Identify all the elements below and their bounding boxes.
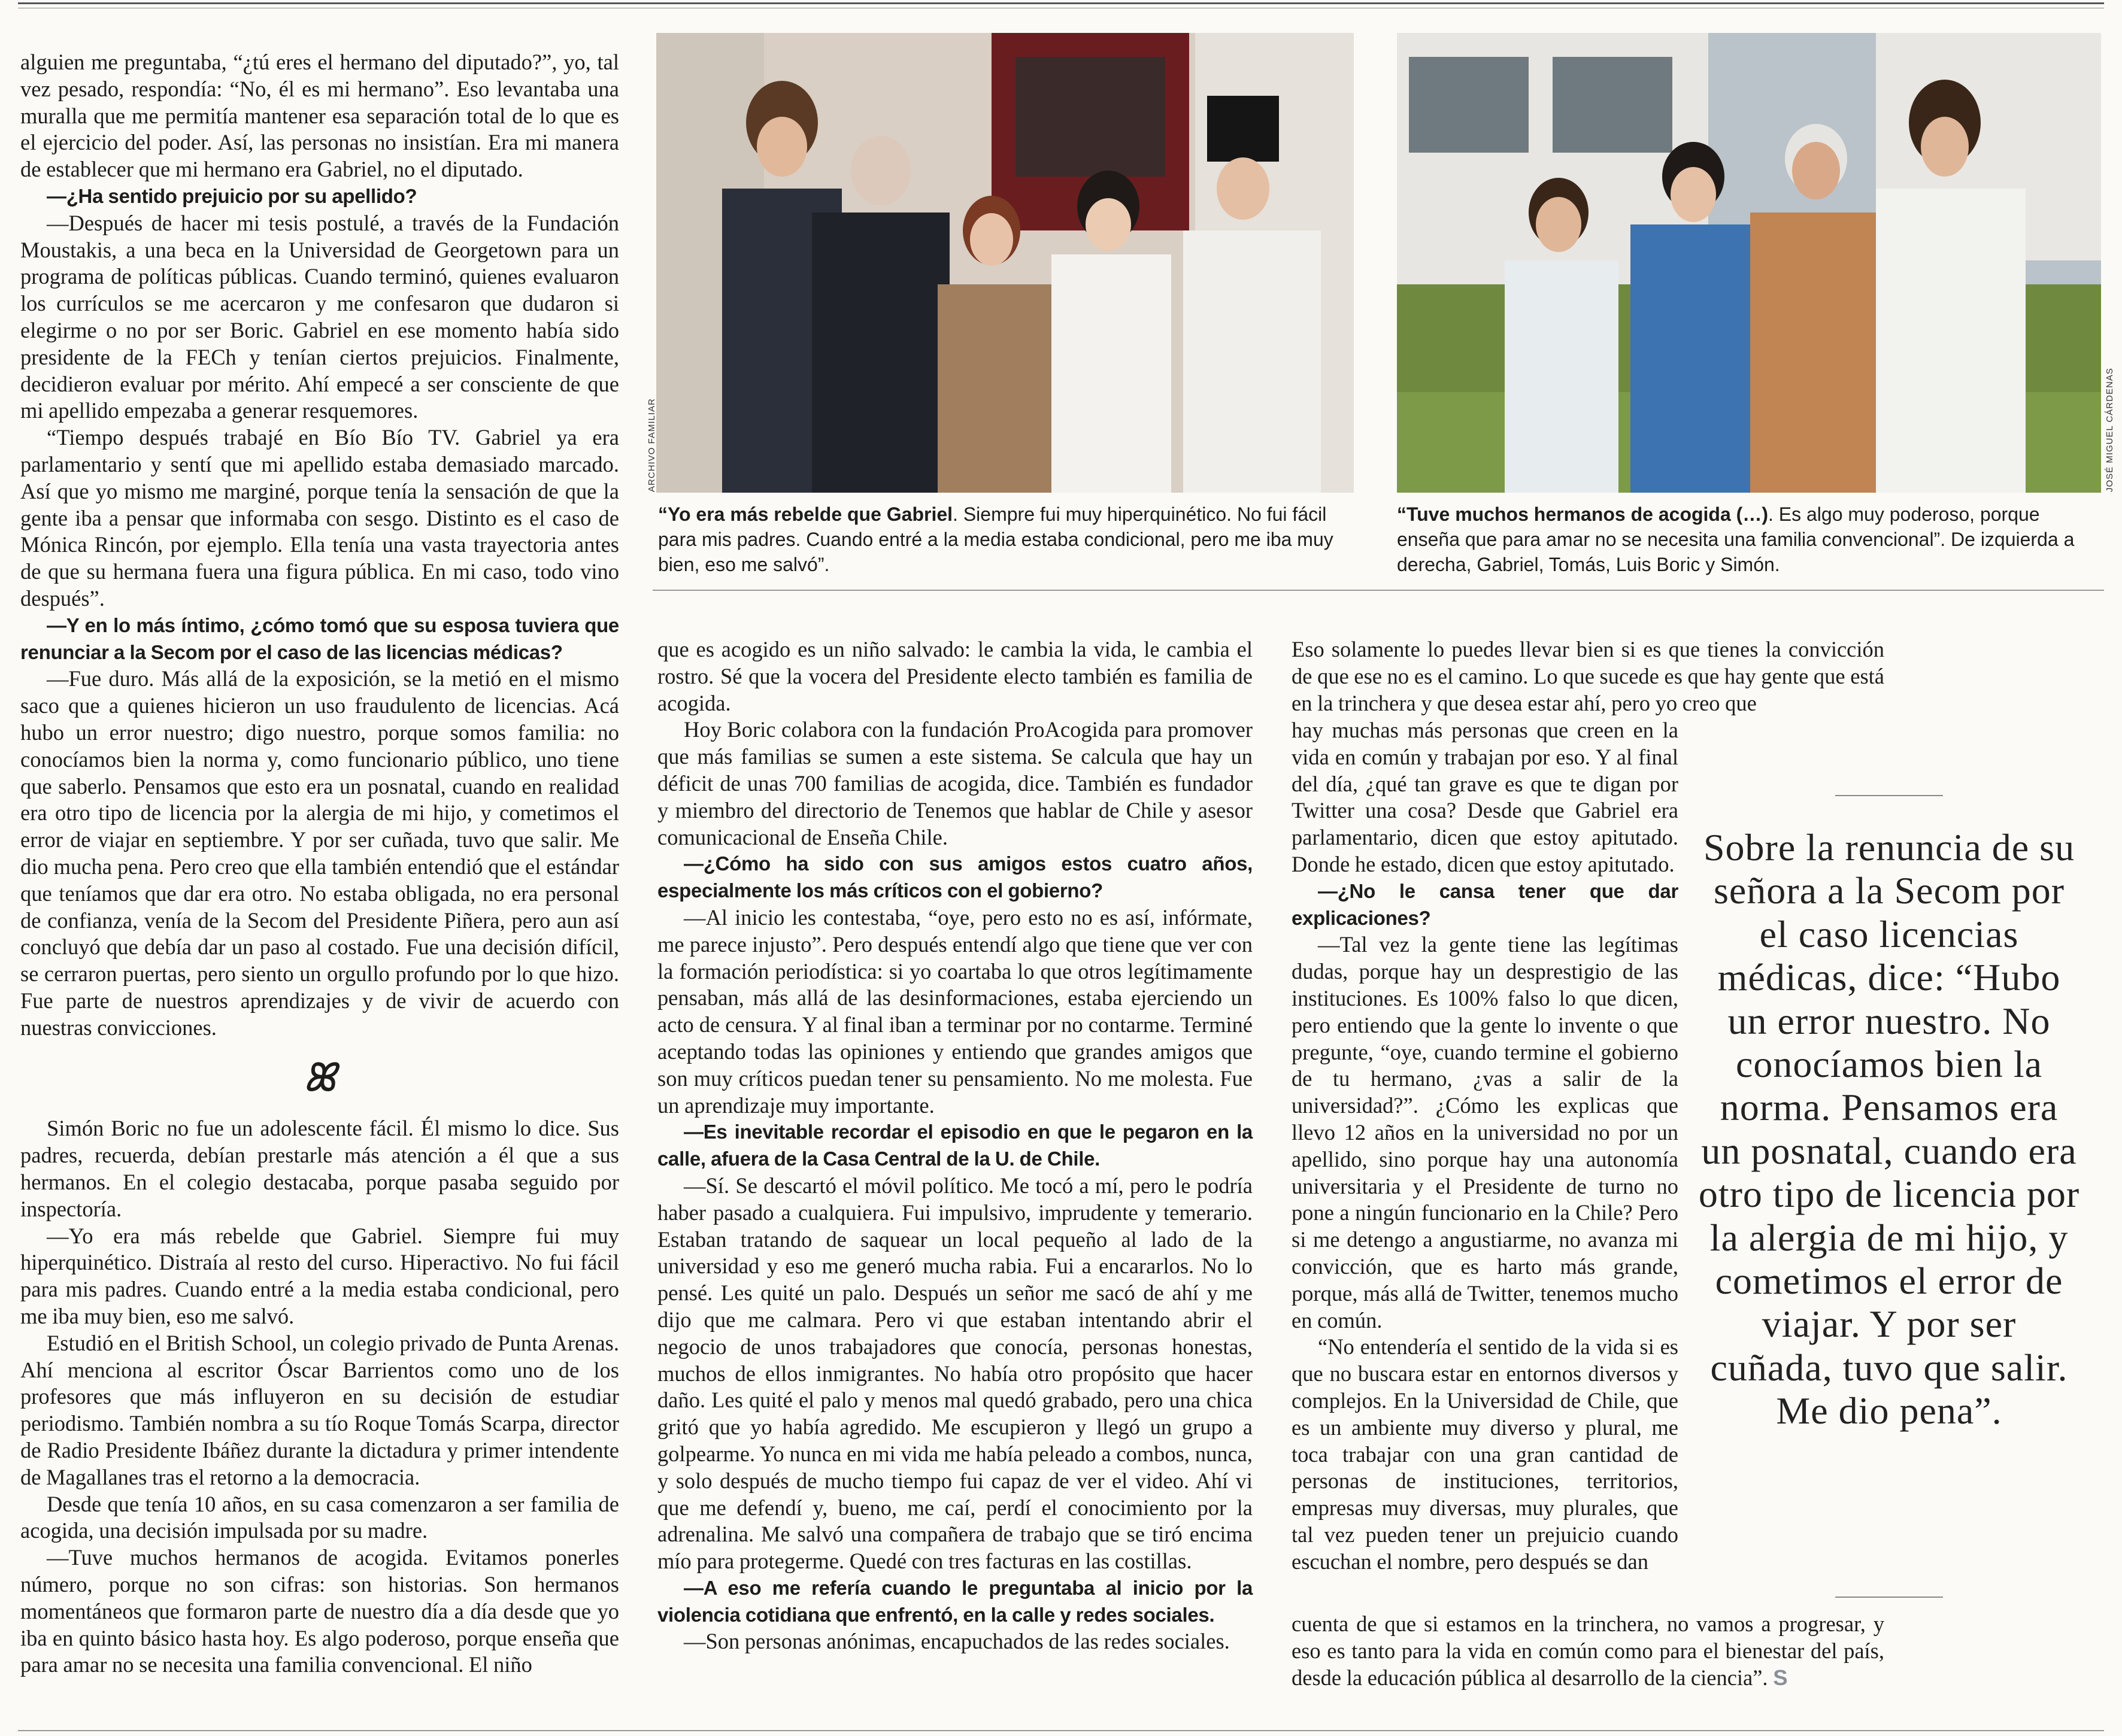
interview-question: —A eso me refería cuando le preguntaba al inicio por la violencia cotidiana que enfrentó, en la calle y redes sociales. [657, 1576, 1253, 1626]
paragraph: —Tal vez la gente tiene las legítimas dudas, porque hay un desprestigio de las instituciones. Es 100% falso lo que dicen, pero entiendo que la gente lo invente o que pregunte, “oye, cuando termine el gobierno de tu hermano, ¿vas a salir de la universidad?”. ¿Cómo les explicas que llevo 12 años en la universidad no por un apellido, sino porque hay una autonomía universitaria y el Presidente de turno no pone a ningún funcionario en la Chile? Pero si me detengo a angustiarme, no avanza mi convicción, que es harto más grande, porque, más allá de Twitter, tenemos mucho en común. [1292, 932, 1678, 1333]
paragraph: Eso solamente lo puedes llevar bien si es que tienes la convicción de que ese no es el camino. Lo que sucede es que hay gente que está en la trinchera y que desea estar ahí, pero yo creo que [1292, 637, 1884, 715]
interview-question: —¿Ha sentido prejuicio por su apellido? [47, 184, 417, 207]
photo-credit-1: ARCHIVO FAMILIAR [647, 398, 657, 492]
paragraph: hay muchas más personas que creen en la vida en común y trabajan por eso. Y al final del día, ¿qué tan grave es que te digan por Twitter una cosa? Desde que Gabriel era parlamentario, dicen que estoy apitutado. Donde he estado, dicen que estoy apitutado. [1292, 718, 1678, 876]
paragraph: —Después de hacer mi tesis postulé, a través de la Fundación Moustakis, a una beca en la Universidad de Georgetown para un programa de políticas públicas. Cuando terminó, quienes evaluaron los currículos se me acercaron y me confesaron que dudaron si elegirme o no por ser Boric. Gabriel en ese momento había sido presidente de la FECh y tenían ciertos prejuicios. Finalmente, decidieron evaluar por mérito. Ahí empecé a ser consciente de que mi apellido empezaba a generar resquemores. [20, 210, 619, 423]
column-3-middle [1292, 717, 1678, 1576]
top-rule [18, 2, 2104, 4]
paragraph: cuenta de que si estamos en la trinchera, no vamos a progresar, y eso es tanto para la vida en común como para el bienestar del país, desde la educación pública al desarrollo de la ciencia”. S [1292, 1611, 1884, 1690]
paragraph: Desde que tenía 10 años, en su casa comenzaron a ser familia de acogida, una decisión impulsada por su madre. [20, 1491, 619, 1543]
family-photo-2 [1397, 33, 2101, 493]
paragraph: “No entendería el sentido de la vida si es que no buscara estar en entornos diversos y complejos. En la Universidad de Chile, que es un ambiente muy diverso y plural, me toca trabajar con una gran cantidad de personas de instituciones, territorios, empresas muy diversas, muy plurales, que tal vez pueden tener un prejuicio cuando escuchan el nombre, pero después se dan [1292, 1334, 1678, 1574]
photo-caption-2 [1397, 502, 2101, 577]
paragraph: que es acogido es un niño salvado: le cambia la vida, le cambia el rostro. Sé que la vocera del Presidente electo también es familia de acogida. [657, 637, 1253, 715]
column-3-top [1292, 636, 1884, 717]
column-3-bottom [1292, 1611, 1884, 1691]
caption-1-lead: “Yo era más rebelde que Gabriel [658, 503, 953, 525]
interview-question: —¿No le cansa tener que dar explicaciones? [1292, 879, 1678, 929]
paragraph: —Al inicio les contestaba, “oye, pero esto no es así, infórmate, me parece injusto”. Pero después entendí algo que tiene que ver con la formación periodística: si yo coartaba lo que otros legítimamente pensaban, más allá de las desinformaciones, estaba ejerciendo un acto de censura. Y al final iban a terminar por no contarme. Terminé aceptando todas las opiniones y entiendo que grandes amigos que son muy críticos puedan tener su pensamiento. No me molesta. Fue un aprendizaje muy importante. [657, 905, 1253, 1118]
interview-question: —¿Cómo ha sido con sus amigos estos cuatro años, especialmente los más críticos con el gobierno? [657, 852, 1253, 902]
paragraph: —Tuve muchos hermanos de acogida. Evitamos ponerles número, porque no son cifras: son historias. Son hermanos momentáneos que formaron parte de nuestro día a día desde que yo iba en quinto básico hasta hoy. Es algo poderoso, porque enseña que para amar no se necesita una familia convencional. El niño [20, 1545, 619, 1677]
pullquote: Sobre la renuncia de su señora a la Secom por el caso licencias médicas, dice: “Hubo un error nuestro. No conocíamos bien la norma. Pensamos era un posnatal, cuando era otro tipo de licencia por la alergia de mi hijo, y cometimos el error de viajar. Y por ser cuñada, tuvo que salir. Me dio pena”. [1698, 826, 2080, 1432]
end-signature: S [1773, 1665, 1788, 1690]
paragraph: Hoy Boric colabora con la fundación ProAcogida para promover que más familias se sumen a este sistema. Se calcula que hay un déficit de unas 700 familias de acogida, dice. También es fundador y miembro del directorio de Tenemos que hablar de Chile y asesor comunicacional de Enseña Chile. [657, 717, 1253, 849]
paragraph: —Sí. Se descartó el móvil político. Me tocó a mí, pero le podría haber pasado a cualquiera. Fui impulsivo, imprudente y temerario. Estaban tratando de saquear un local pequeño al lado de la universidad y eso me generó mucha rabia. Fui a encararlos. No lo pensé. Les quité un palo. Después un señor me sacó de ahí y me dijo que me calmara. Pero vi que estaban intentando abrir el negocio de unos trabajadores que conocía, personas honestas, muchos de ellos inmigrantes. No había otro propósito que hacer daño. Les quité el palo y menos mal quedó grabado, pero una chica gritó que yo había agredido. Me escupieron y llegó un grupo a golpearme. Yo nunca en mi vida me había peleado a combos, nunca, y solo después de mucho tiempo fui capaz de ver el video. Ahí vi que me defendí y, bueno, me caí, perdí el conocimiento por la adrenalina. Me salvó una compañera de trabajo que se tiró encima mío para protegerme. Quedé con tres facturas en las costillas. [657, 1173, 1253, 1574]
interview-question: —Y en lo más íntimo, ¿cómo tomó que su esposa tuviera que renunciar a la Secom por el caso de las licencias médicas? [20, 614, 619, 663]
pullquote-rule-top [1835, 795, 1943, 796]
bottom-rule [18, 1730, 2104, 1731]
caption-2-text: . Es algo muy poderoso, porque enseña que para amar no se necesita una familia convencional”. De izquierda a derecha, Gabriel, Tomás, Luis Boric y Simón. [1397, 503, 2075, 575]
section-ornament: ꕤ [304, 1057, 336, 1100]
paragraph: —Yo era más rebelde que Gabriel. Siempre fui muy hiperquinético. Distraía al resto del curso. Hiperactivo. No fui fácil para mis padres. Cuando entré a la media estaba condicional, pero me iba muy bien, eso me salvó. [20, 1223, 619, 1329]
paragraph: —Fue duro. Más allá de la exposición, se la metió en el mismo saco que a quienes hicieron un uso fraudulento de licencias. Acá hubo un error nuestro; digo nuestro, porque somos familia: no conocíamos bien la norma y, como funcionario público, uno tiene que saberlo. Pensamos que esto era un posnatal, cuando en realidad era otro tipo de licencia por la alergia de mi hijo, y cometimos el error de viajar en septiembre. Y por ser cuñada, tuvo que salir. Me dio mucha pena. Pero creo que ella también entendió que el estándar que teníamos que dar era otro. No estaba obligada, no era personal de confianza, venía de la Secom del Presidente Piñera, pero aun así concluyó que debía dar un paso al costado. Fue una decisión difícil, se cerraron puertas, pero siento un orgullo profundo por lo que hizo. Fue parte de nuestros aprendizajes y de vivir de acuerdo con nuestras convicciones. [20, 666, 619, 1040]
paragraph: “Tiempo después trabajé en Bío Bío TV. Gabriel ya era parlamentario y sentí que mi apellido estaba demasiado marcado. Así que yo mismo me marginé, porque tenía la sensación de que la gente iba a pensar que informaba con sesgo. Distinto es el caso de Mónica Rincón, por ejemplo. Ella tenía una vasta trayectoria antes de que su hermana fuera una figura pública. En mi caso, todo vino después”. [20, 425, 619, 611]
photo-caption-1 [658, 502, 1353, 577]
paragraph: Simón Boric no fue un adolescente fácil. Él mismo lo dice. Sus padres, recuerda, debían prestarle más atención a él que a sus hermanos. En el colegio destacaba, porque pasaba seguido por inspectoría. [20, 1116, 619, 1221]
caption-1-text: . Siempre fui muy hiperquinético. No fui fácil para mis padres. Cuando entré a la media estaba condicional, pero me iba muy bien, eso me salvó”. [658, 503, 1333, 575]
paragraph: —Son personas anónimas, encapuchados de las redes sociales. [684, 1629, 1230, 1654]
interview-question: —Es inevitable recordar el episodio en que le pegaron en la calle, afuera de la Casa Central de la U. de Chile. [657, 1121, 1253, 1170]
paragraph: alguien me preguntaba, “¿tú eres el hermano del diputado?”, yo, tal vez pesado, respondía: “No, él es mi hermano”. Eso levantaba una muralla que me permitía mantener esa separación total de lo que es el ejercicio del poder. Así, las personas no insistían. Era mi manera de establecer que mi hermano era Gabriel, no el diputado. [20, 50, 619, 182]
caption-2-lead: “Tuve muchos hermanos de acogida (…) [1397, 503, 1768, 525]
family-photo-1 [656, 33, 1354, 493]
caption-rule [653, 590, 2104, 591]
column-1 [20, 49, 619, 1679]
pullquote-rule-bottom [1835, 1597, 1943, 1598]
photo-credit-2: JOSÉ MIGUEL CÁRDENAS [2105, 368, 2115, 492]
column-2 [657, 636, 1253, 1655]
paragraph: Estudió en el British School, un colegio privado de Punta Arenas. Ahí menciona al escritor Óscar Barrientos como uno de los profesores que más influyeron en su decisión de estudiar periodismo. También nombra a su tío Roque Tomás Scarpa, director de Radio Presidente Ibáñez durante la dictadura y primer intendente de Magallanes tras el retorno a la democracia. [20, 1330, 619, 1489]
